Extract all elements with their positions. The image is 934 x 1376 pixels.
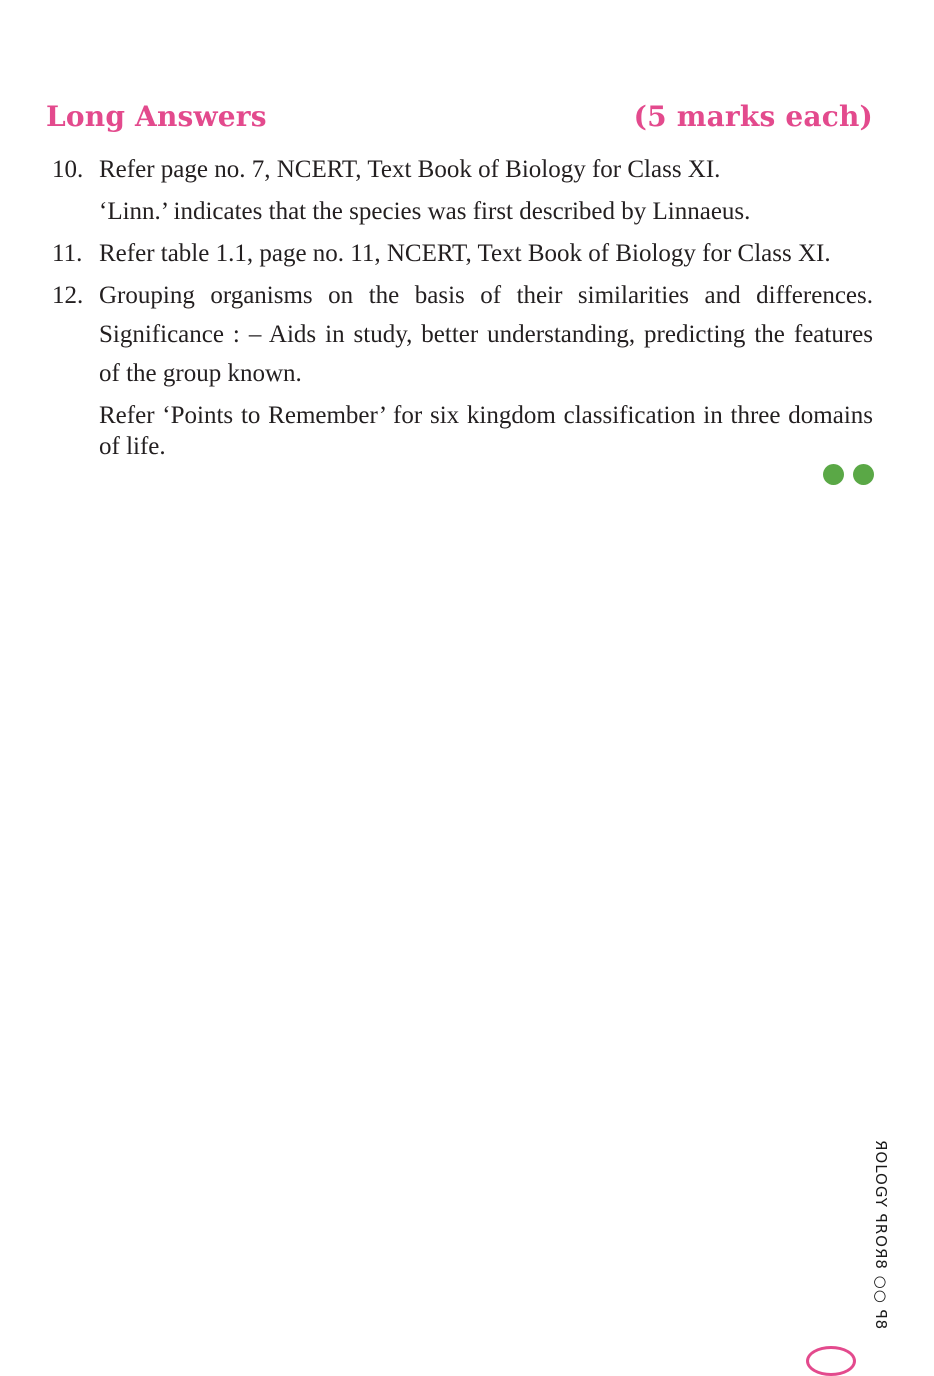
- end-marker-dots: [823, 464, 875, 486]
- section-marks: (5 marks each): [633, 100, 873, 133]
- answer-number: 12.: [52, 282, 84, 309]
- green-dot-icon: [853, 464, 874, 485]
- answer-line: of life.: [99, 433, 166, 460]
- section-title: Long Answers: [46, 100, 267, 133]
- answer-line: Refer table 1.1, page no. 11, NCERT, Text Book of Biology for Class XI.: [99, 240, 831, 267]
- answer-number: 10.: [52, 156, 84, 183]
- answer-line: of the group known.: [99, 360, 302, 387]
- page-number-badge: [806, 1346, 856, 1376]
- answer-line: Refer page no. 7, NCERT, Text Book of Biology for Class XI.: [99, 156, 721, 183]
- answer-line: Refer ‘Points to Remember’ for six kingdom classification in three domains: [99, 402, 873, 429]
- answer-line: Grouping organisms on the basis of their similarities and differences.: [99, 282, 873, 309]
- green-dot-icon: [823, 464, 844, 485]
- side-margin-mark: ЯOLOGY ꟼROЯ8 ○○ ꟼ8: [872, 1140, 890, 1331]
- answer-number: 11.: [52, 240, 83, 267]
- answer-line: ‘Linn.’ indicates that the species was first described by Linnaeus.: [99, 198, 751, 225]
- section-header: [46, 100, 873, 144]
- answer-line: Significance : – Aids in study, better understanding, predicting the features: [99, 321, 873, 348]
